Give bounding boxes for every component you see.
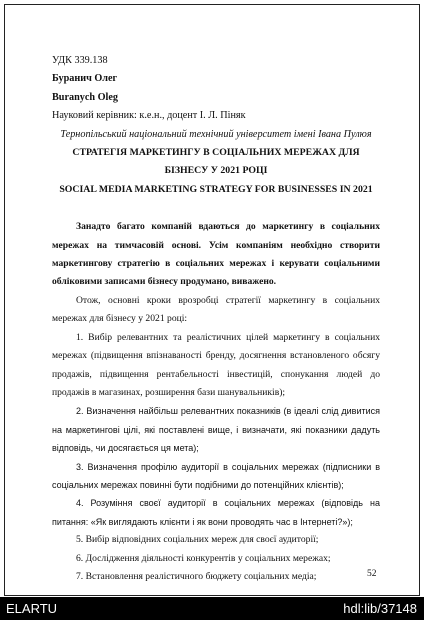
list-item-6: 6. Дослідження діяльності конкурентів у соціальних мережах; — [76, 552, 331, 564]
page-number: 52 — [367, 569, 377, 579]
title-ua-line-2: БІЗНЕСУ У 2021 РОЦІ — [164, 165, 268, 177]
list-item-4: 4. Розуміння своєї аудиторії в соціальних мережах (відповідь на питання: «Як виглядають клієнти і як вони проводять час в Інтернеті?»); — [52, 498, 380, 527]
title-en: SOCIAL MEDIA MARKETING STRATEGY FOR BUSINESSES IN 2021 — [59, 183, 373, 195]
author-name-ua: Буранич Олег — [52, 73, 118, 85]
author-name-en: Buranych Oleg — [52, 91, 118, 103]
supervisor: Науковий керівник: к.е.н., доцент І. Л. Піняк — [52, 110, 246, 122]
abstract: Занадто багато компаній вдаються до маркетингу в соціальних мережах на тимчасовій основі. Усім компаніям необхідно створити маркетингову стратегію в соціальних мережах і керувати соціальними обліковими записами бізнесу продумано, виважено. — [52, 221, 380, 288]
list-item-7: 7. Встановлення реалістичного бюджету соціальних медіа; — [76, 570, 317, 582]
repository-footer — [0, 597, 424, 620]
footer-repository-name: ELARTU — [6, 601, 58, 616]
spacer — [52, 199, 380, 218]
list-item-2: 2. Визначення найбільш релевантних показників (в ідеалі слід дивитися на маркетингові цілі, які поставлені вище, і визначати, які показники дадуть відповідь, чи досягається ця мета); — [52, 406, 380, 454]
page-content — [52, 52, 380, 586]
udc-code: УДК 339.138 — [52, 55, 108, 66]
title-ua-line-1: СТРАТЕГІЯ МАРКЕТИНГУ В СОЦІАЛЬНИХ МЕРЕЖАХ ДЛЯ — [72, 147, 360, 159]
university: Тернопільський національний технічний університет імені Івана Пулюя — [60, 128, 372, 140]
intro: Отож, основні кроки врозробці стратегії маркетингу в соціальних мережах для бізнесу у 2021 році: — [52, 294, 380, 325]
list-item-1: 1. Вибір релевантних та реалістичних цілей маркетингу в соціальних мережах (підвищення впізнаваності бренду, досягнення встановленого обсягу продажів, підвищення рентабельності інвестицій, спонукання людей до продажів в магазинах, розширення бази шанувальників); — [52, 331, 380, 398]
footer-handle: hdl:lib/37148 — [343, 601, 417, 616]
list-item-5: 5. Вибір відповідних соціальних мереж для своєї аудиторії; — [76, 534, 319, 546]
document-page — [4, 4, 420, 596]
list-item-3: 3. Визначення профілю аудиторії в соціальних мережах (підписники в соціальних мережах повинні бути подібними до потенційних клієнтів); — [52, 461, 380, 490]
